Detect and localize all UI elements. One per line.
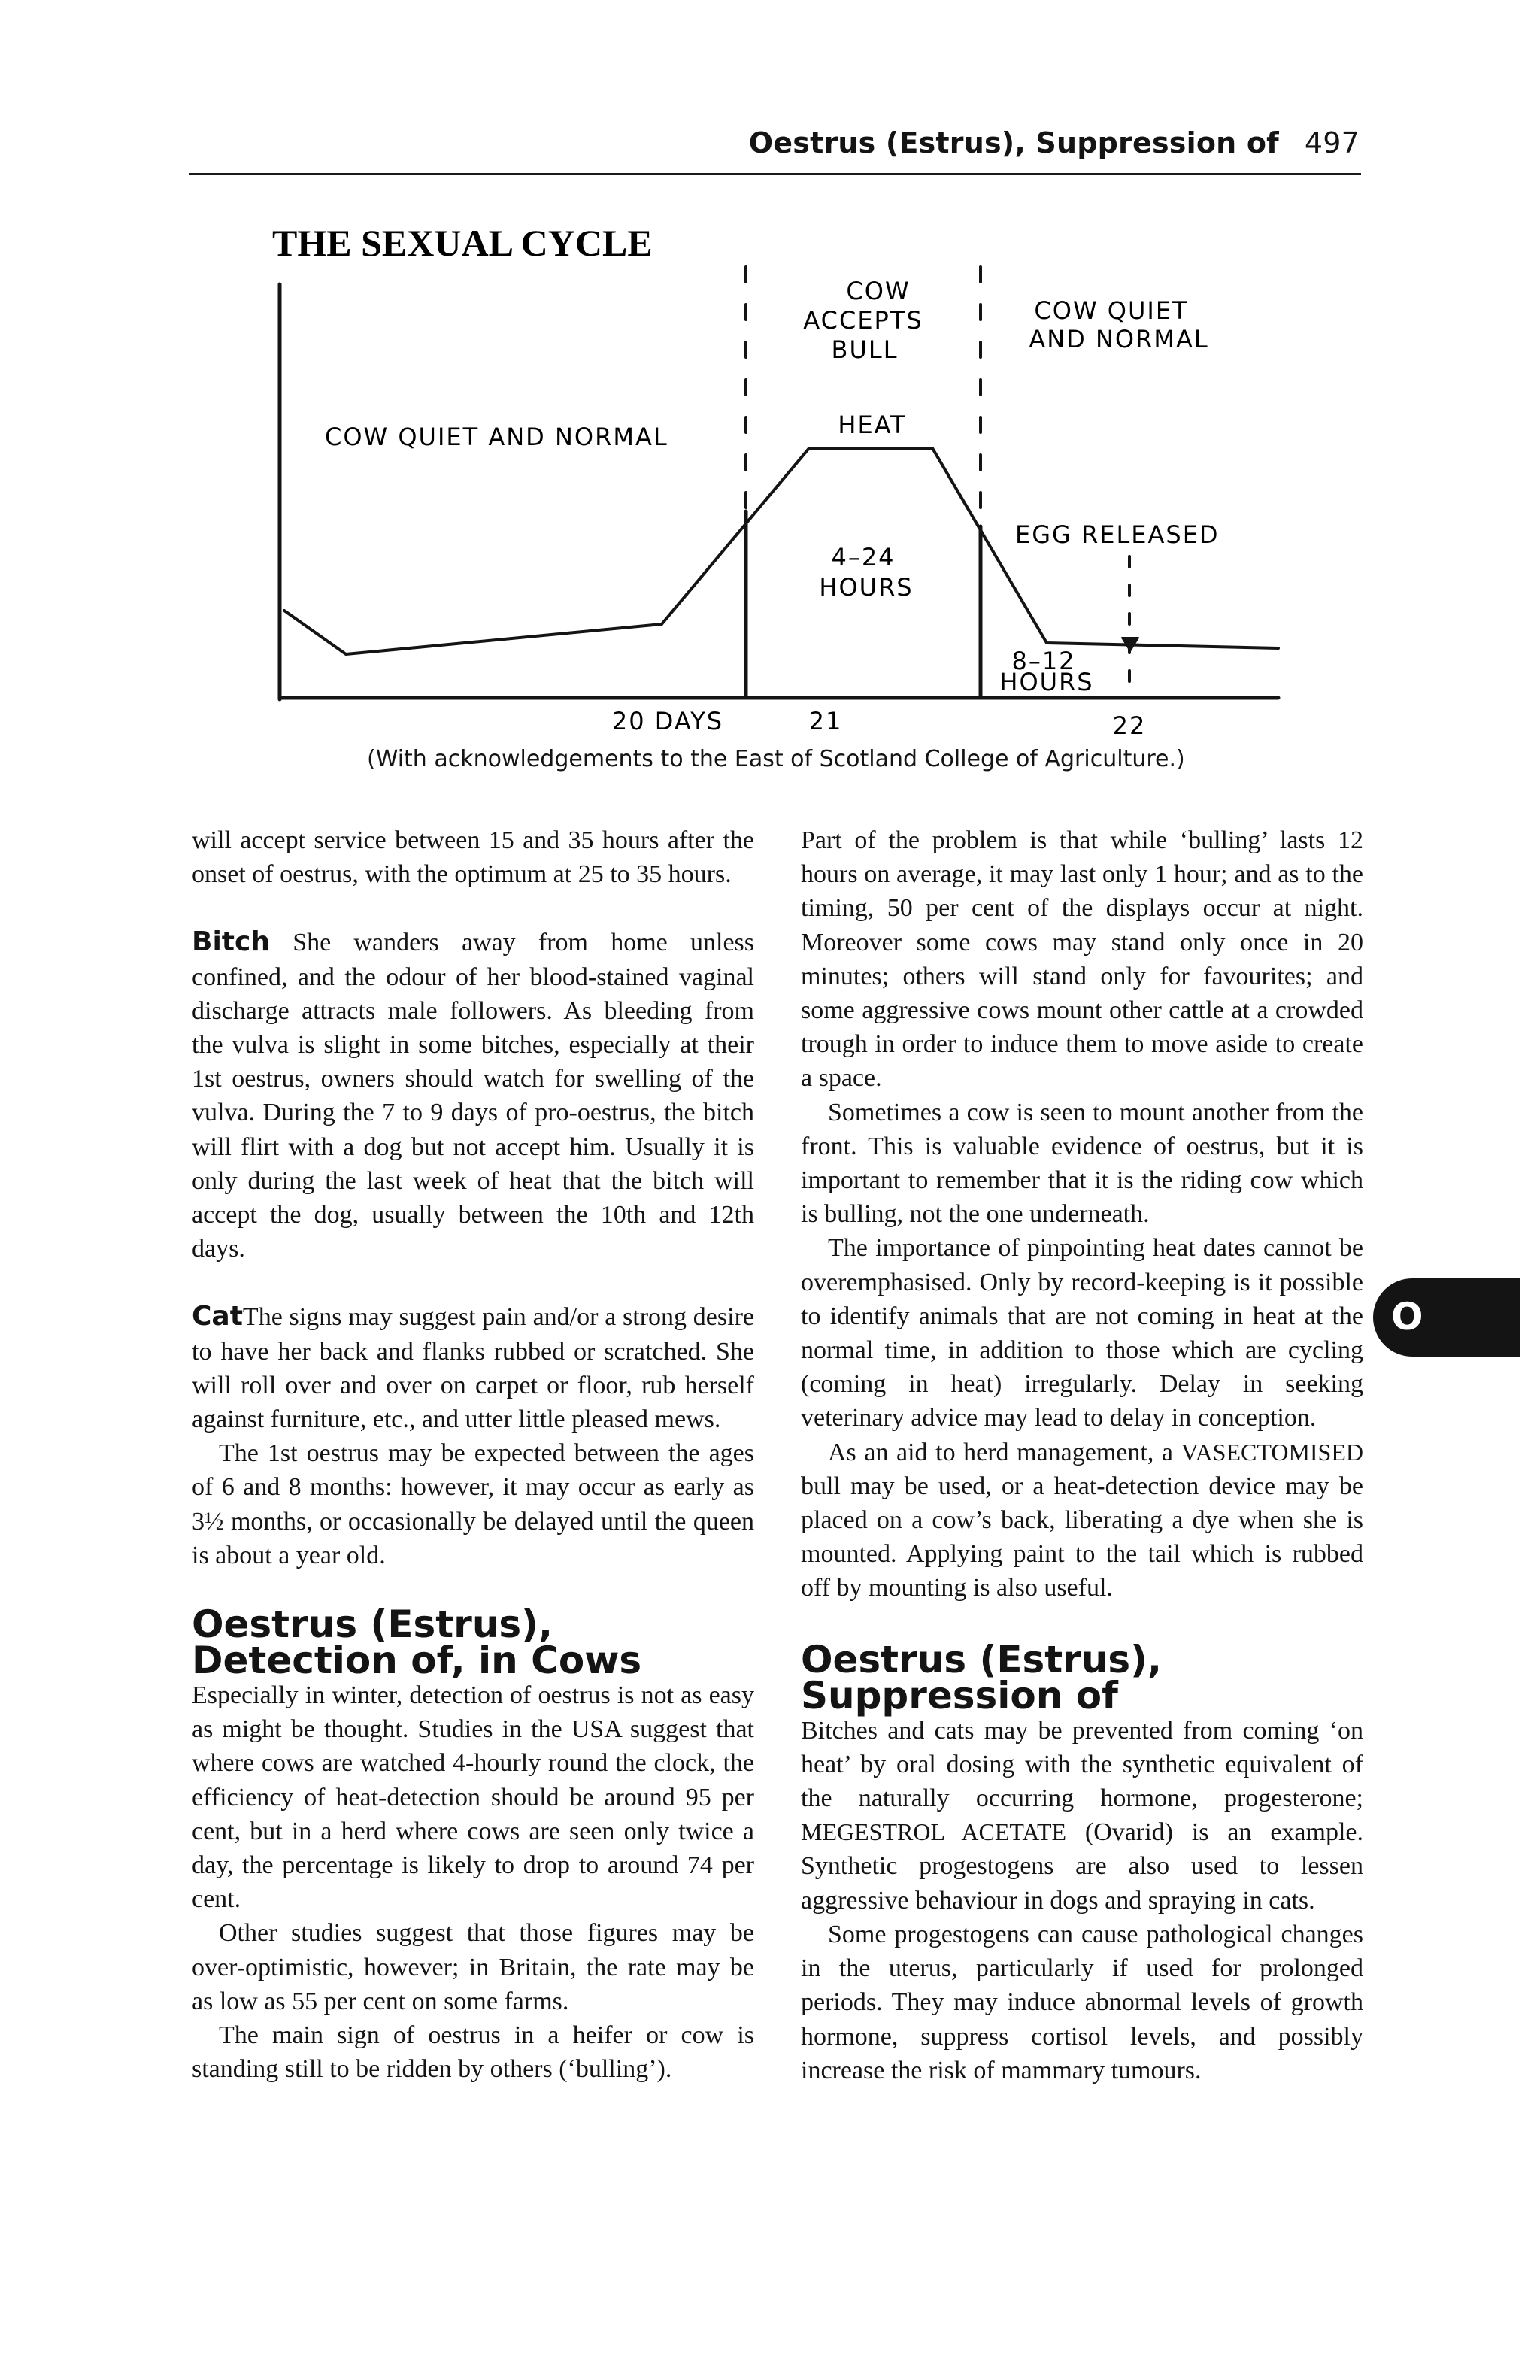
page-number: 497 xyxy=(1304,126,1360,159)
text-span: (Ovarid) is an example. Synthetic progestogens are also used to lessen aggressive behaviour in dogs and spraying in cats. xyxy=(801,1818,1364,1915)
bitch-text: She wanders away from home unless confined, and the odour of her blood-stained vaginal discharge attracts male followers. As bleeding from the vulva is slight in some bitches, especially at their 1st oestrus, owners should watch for swelling of the vulva. During the 7 to 9 days of pro-oestrus, the bitch will flirt with a dog but not accept him. Usually it is only during the last week of heat that the bitch will accept the dog, usually between the 10th and 12th days. xyxy=(192,929,754,1263)
tick-22: 22 xyxy=(1112,711,1147,740)
text-span: As an aid to herd management, a xyxy=(828,1438,1181,1466)
paragraph: The importance of pinpointing heat dates cannot be overemphasised. Only by record-keeping is it possible to identify animals that are not coming in heat at the normal time, in addition to those which are cycling (coming in heat) irregularly. Delay in seeking veterinary advice may lead to delay in conception. xyxy=(801,1234,1363,1433)
text-span: Bitches and cats may be prevented from coming ‘on heat’ by oral dosing with the synthetic equivalent of the naturally occurring hormone, progesterone; xyxy=(801,1716,1363,1813)
right-column xyxy=(801,823,1363,2087)
cross-reference-vasectomised: VASECTOMISED xyxy=(1181,1438,1363,1466)
label-egg-delay-2: HOURS xyxy=(999,668,1094,696)
label-egg-delay-1: 8–12 xyxy=(1011,647,1076,675)
label-heat-duration-1: 4–24 xyxy=(831,543,896,572)
paragraph: Especially in winter, detection of oestrus is not as easy as might be thought. Studies in the USA suggest that where cows are watched 4-hourly round the clock, the efficiency of heat-detection should be around 95 per cent, but in a herd where cows are seen only twice a day, the percentage is likely to drop to around 74 per cent. xyxy=(192,1681,754,1914)
label-heat-duration-2: HOURS xyxy=(819,573,914,602)
paragraph xyxy=(801,1714,1363,1918)
figure-title: THE SEXUAL CYCLE xyxy=(272,222,653,264)
sexual-cycle-figure xyxy=(0,0,1540,827)
running-head-title: Oestrus (Estrus), Suppression of xyxy=(748,126,1279,159)
bitch-heading: Bitch xyxy=(192,926,270,958)
label-cow-accepts-1: COW xyxy=(846,277,911,305)
paragraph: will accept service between 15 and 35 hours after the onset of oestrus, with the optimum at 25 to 35 hours. xyxy=(192,826,754,889)
label-quiet-left: COW QUIET AND NORMAL xyxy=(325,423,668,451)
paragraph: Sometimes a cow is seen to mount another from the front. This is valuable evidence of oestrus, but it is important to remember that it is the riding cow which is bulling, not the one underneath. xyxy=(801,1098,1363,1229)
paragraph: The 1st oestrus may be expected between the ages of 6 and 8 months: however, it may occur as early as 3½ months, or occasionally be delayed until the queen is about a year old. xyxy=(192,1439,754,1569)
label-cow-accepts-3: BULL xyxy=(831,335,899,364)
sexual-cycle-diagram xyxy=(0,0,1540,827)
label-heat: HEAT xyxy=(838,411,907,439)
tick-20-days: 20 DAYS xyxy=(611,707,724,735)
paragraph: The main sign of oestrus in a heifer or cow is standing still to be ridden by others (‘bulling’). xyxy=(192,2021,754,2084)
cat-heading: Cat xyxy=(192,1301,243,1332)
section-heading-suppression: Oestrus (Estrus), Suppression of xyxy=(801,1637,1163,1718)
figure-caption: (With acknowledgements to the East of Scotland College of Agriculture.) xyxy=(367,746,1185,772)
thumb-index-tab xyxy=(1373,1278,1520,1357)
left-column xyxy=(192,823,754,2087)
label-cow-accepts-2: ACCEPTS xyxy=(803,306,923,335)
thumb-tab-letter: O xyxy=(1391,1295,1423,1339)
text-span: bull may be used, or a heat-detection device may be placed on a cow’s back, liberating a dye when she is mounted. Applying paint to the tail which is rubbed off by mounting is also useful. xyxy=(801,1472,1363,1602)
paragraph xyxy=(801,1436,1363,1605)
paragraph: Part of the problem is that while ‘bulling’ lasts 12 hours on average, it may last only 1 hour; and as to the timing, 50 per cent of the displays occur at night. Moreover some cows may stand only once in 20 minutes; others will stand only for favourites; and some aggressive cows mount other cattle at a crowded trough in order to induce them to move aside to create a space. xyxy=(801,826,1363,1093)
bitch-paragraph xyxy=(192,925,754,1266)
paragraph: Other studies suggest that those figures may be over-optimistic, however; in Britain, the rate may be as low as 55 per cent on some farms. xyxy=(192,1919,754,2015)
label-quiet-right-2: AND NORMAL xyxy=(1029,325,1209,353)
section-heading-detection: Oestrus (Estrus), Detection of, in Cows xyxy=(192,1602,642,1683)
cat-paragraph xyxy=(192,1299,754,1436)
label-quiet-right-1: COW QUIET xyxy=(1034,296,1189,325)
label-egg-released: EGG RELEASED xyxy=(1015,520,1220,549)
paragraph: Some progestogens can cause pathological changes in the uterus, particularly if used for prolonged periods. They may induce abnormal levels of growth hormone, suppress cortisol levels, and possibly increase the risk of mammary tumours. xyxy=(801,1920,1363,2084)
cat-text: The signs may suggest pain and/or a strong desire to have her back and flanks rubbed or scratched. She will roll over and over on carpet or floor, rub herself against furniture, etc., and utter little pleased mews. xyxy=(192,1303,754,1434)
tick-21: 21 xyxy=(808,707,843,735)
cross-reference-megestrol: MEGESTROL ACETATE xyxy=(801,1818,1067,1846)
